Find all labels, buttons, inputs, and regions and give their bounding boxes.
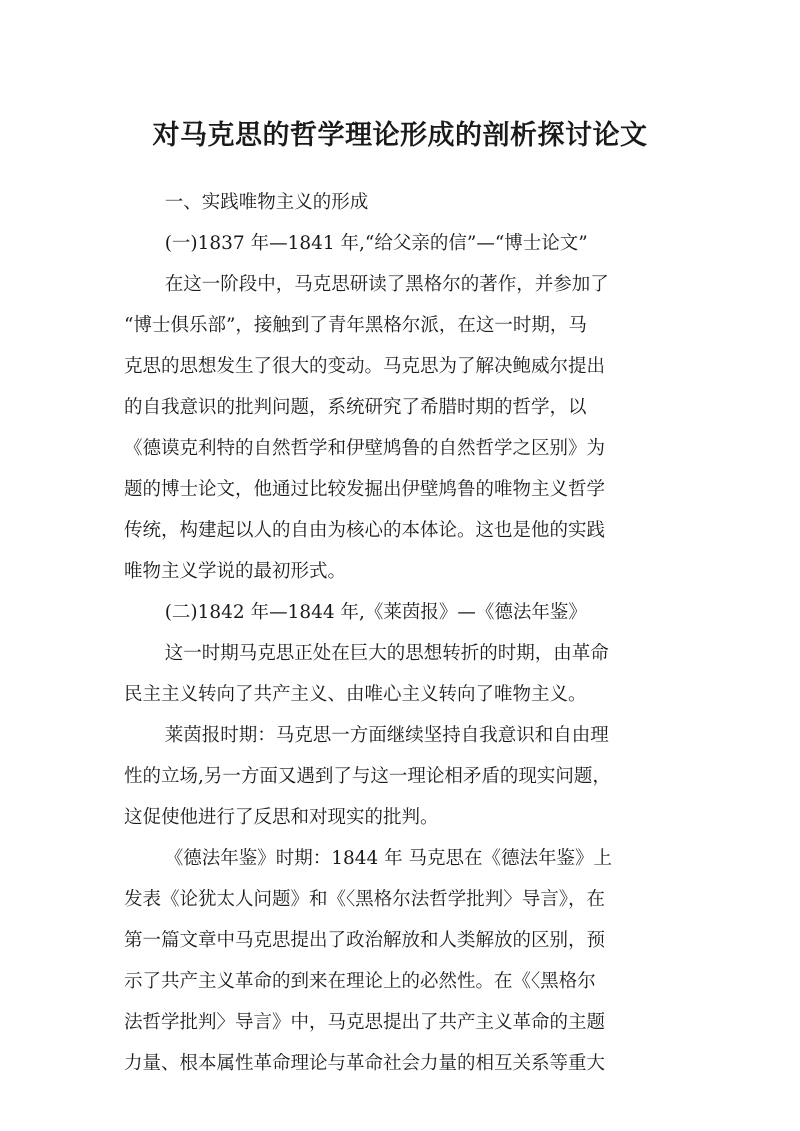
subsection-heading-1: (一)1837 年—1841 年,“给父亲的信”—“博士论文” <box>164 233 588 254</box>
paragraph-line: 发表《论犹太人问题》和《〈黑格尔法哲学批判〉导言》，在 <box>124 889 606 910</box>
section-heading-1: 一、实践唯物主义的形成 <box>164 192 369 213</box>
paragraph-line: 传统，构建起以人的自由为核心的本体论。这也是他的实践 <box>124 520 606 541</box>
document-body <box>124 182 684 1084</box>
paragraph-line: 唯物主义学说的最初形式。 <box>124 561 347 582</box>
paragraph-line: 性的立场,另一方面又遇到了与这一理论相矛盾的现实问题， <box>124 766 611 787</box>
paragraph-line: “博士俱乐部”，接触到了青年黑格尔派，在这一时期，马 <box>124 315 587 336</box>
paragraph-line: 克思的思想发生了很大的变动。马克思为了解决鲍威尔提出 <box>124 356 606 377</box>
paragraph-line: 示了共产主义革命的到来在理论上的必然性。在《〈黑格尔 <box>124 971 596 992</box>
paragraph-line: 题的博士论文，他通过比较发掘出伊壁鸠鲁的唯物主义哲学 <box>124 479 606 500</box>
paragraph-line: 力量、根本属性革命理论与革命社会力量的相互关系等重大 <box>124 1053 606 1074</box>
paragraph-2 <box>124 633 684 715</box>
paragraph-line: 莱茵报时期：马克思一方面继续坚持自我意识和自由理 <box>164 725 609 746</box>
paragraph-line: 《德法年鉴》时期：1844 年 马克思在《德法年鉴》上 <box>164 848 613 869</box>
paragraph-line: 这一时期马克思正处在巨大的思想转折的时期，由革命 <box>164 643 609 664</box>
paragraph-3 <box>124 715 684 838</box>
paragraph-line: 在这一阶段中，马克思研读了黑格尔的著作，并参加了 <box>164 274 609 295</box>
subsection-heading-2: (二)1842 年—1844 年,《莱茵报》—《德法年鉴》 <box>164 602 587 623</box>
page-title: 对马克思的哲学理论形成的剖析探讨论文 <box>152 120 648 152</box>
paragraph-line: 这促使他进行了反思和对现实的批判。 <box>124 807 439 828</box>
paragraph-line: 第一篇文章中马克思提出了政治解放和人类解放的区别，预 <box>124 930 606 951</box>
paragraph-line: 民主主义转向了共产主义、由唯心主义转向了唯物主义。 <box>124 684 587 705</box>
paragraph-line: 法哲学批判〉导言》中，马克思提出了共产主义革命的主题 <box>124 1012 606 1033</box>
paragraph-1 <box>124 264 684 592</box>
paragraph-4 <box>124 838 684 1084</box>
paragraph-line: 的自我意识的批判问题，系统研究了希腊时期的哲学，以 <box>124 397 587 418</box>
paragraph-line: 《德谟克利特的自然哲学和伊壁鸠鲁的自然哲学之区别》为 <box>124 438 606 459</box>
